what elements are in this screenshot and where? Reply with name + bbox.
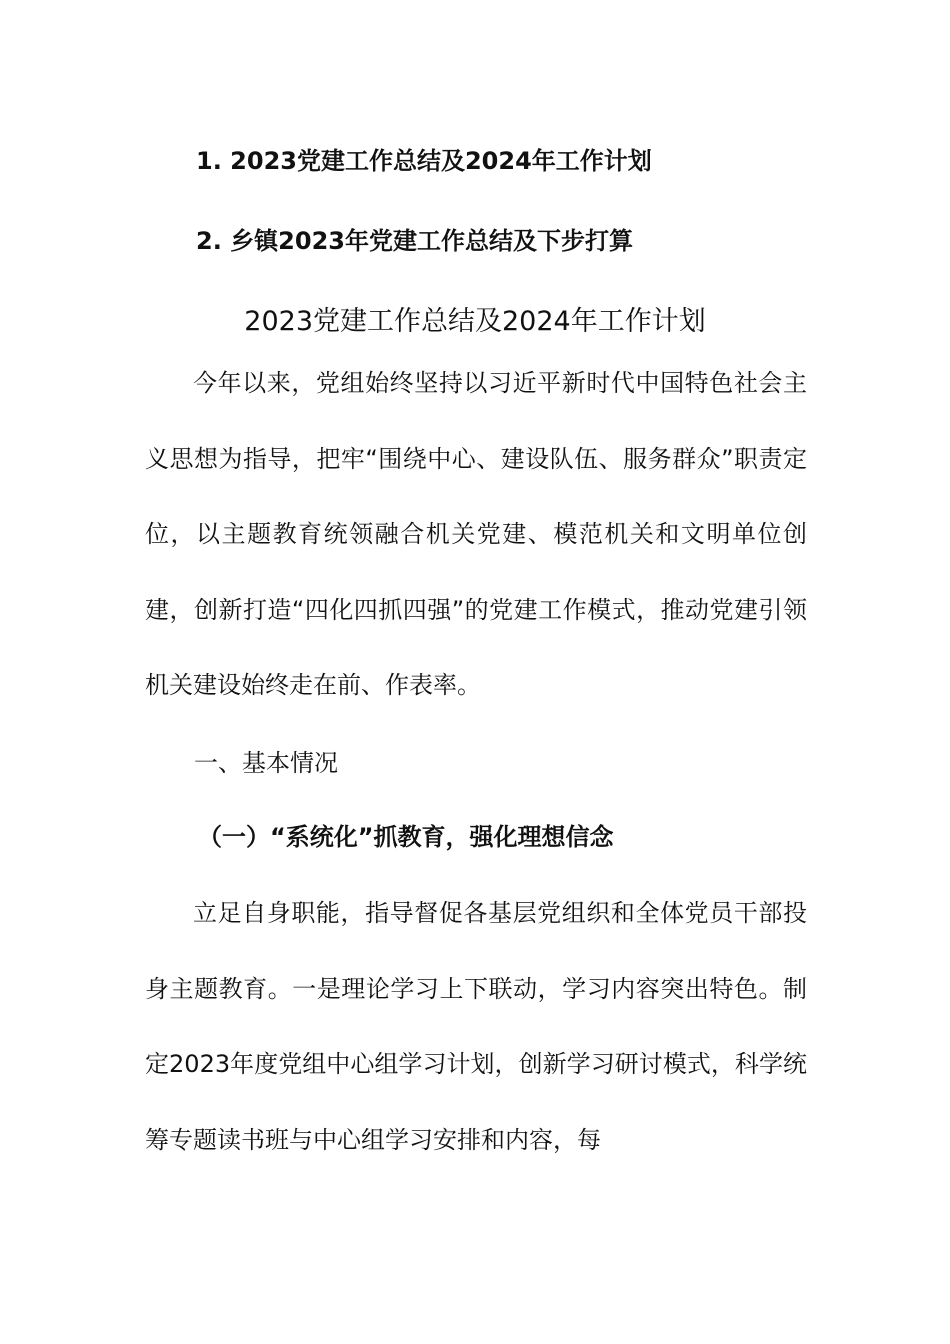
document-title: 2023党建工作总结及2024年工作计划	[244, 306, 706, 337]
toc-item-2: 2. 乡镇2023年党建工作总结及下步打算	[196, 227, 633, 255]
intro-paragraph: 今年以来，党组始终坚持以习近平新时代中国特色社会主义思想为指导，把牢“围绕中心、建设队伍、服务群众”职责定位，以主题教育统领融合机关党建、模范机关和文明单位创建，创新打造“四化四抓四强”的党建工作模式，推动党建引领机关建设始终走在前、作表率。	[145, 369, 807, 700]
subsection-paragraph: 立足自身职能，指导督促各基层党组织和全体党员干部投身主题教育。一是理论学习上下联动，学习内容突出特色。制定2023年度党组中心组学习计划，创新学习研讨模式，科学统筹专题读书班与中心组学习安排和内容，每	[145, 899, 807, 1154]
section-heading-basic-situation: 一、基本情况	[194, 749, 338, 777]
subsection-heading-education: （一）“系统化”抓教育，强化理想信念	[198, 823, 614, 851]
toc-item-1: 1. 2023党建工作总结及2024年工作计划	[196, 147, 652, 175]
